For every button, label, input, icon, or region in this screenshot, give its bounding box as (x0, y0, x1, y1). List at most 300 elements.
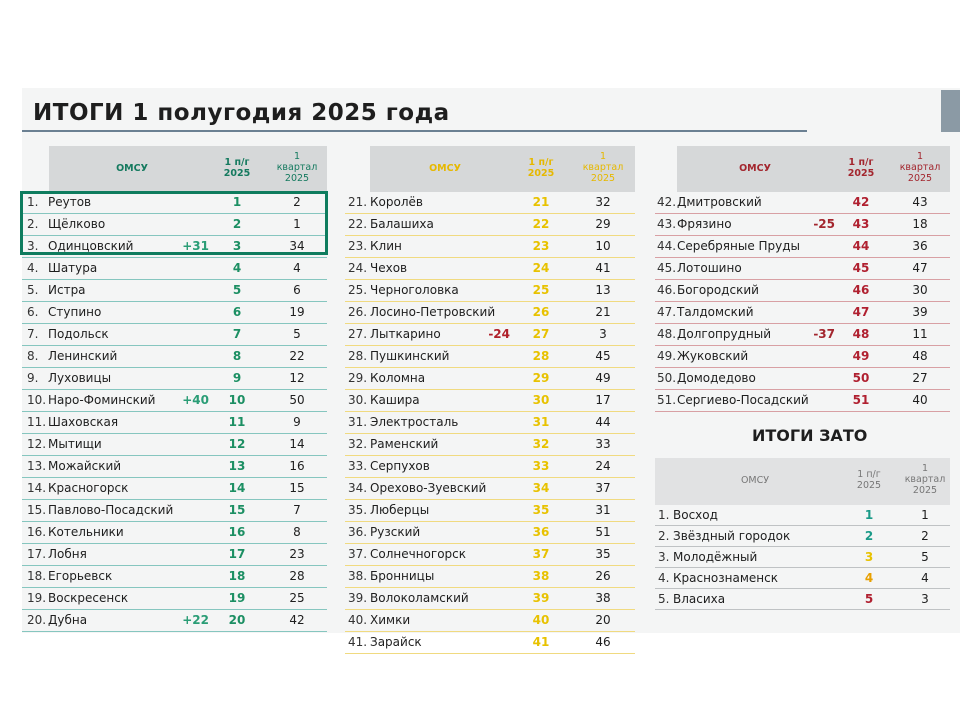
rank-h1-2025: 9 (232, 371, 242, 385)
rank-number: 44. (657, 239, 677, 253)
table-row (655, 280, 950, 302)
rank-h1-2025: 4 (864, 571, 874, 585)
rank-h1-2025: 20 (228, 613, 246, 627)
omsu-name: Раменский (370, 437, 439, 451)
rank-q1-2025: 35 (595, 547, 611, 561)
rank-number: 17. (27, 547, 47, 561)
rank-number: 5. (27, 283, 39, 297)
table-row (655, 214, 950, 236)
rank-h1-2025: 5 (864, 592, 874, 606)
rank-number: 35. (348, 503, 368, 517)
omsu-name: Кашира (370, 393, 420, 407)
omsu-name: Лобня (48, 547, 87, 561)
rank-h1-2025: 48 (852, 327, 870, 341)
omsu-name: Шаховская (48, 415, 119, 429)
rank-number: 3. (658, 550, 670, 564)
rank-h1-2025: 30 (532, 393, 550, 407)
table-row (345, 566, 635, 588)
table-row (345, 214, 635, 236)
rank-h1-2025: 31 (532, 415, 550, 429)
table-row (655, 547, 950, 568)
rank-number: 20. (27, 613, 47, 627)
table-row (345, 346, 635, 368)
table-row (22, 500, 327, 522)
rank-h1-2025: 51 (852, 393, 870, 407)
rank-h1-2025: 1 (232, 195, 242, 209)
rank-number: 28. (348, 349, 368, 363)
top3-highlight-frame (20, 191, 328, 255)
header-q1-2025: 1 квартал 2025 (582, 151, 624, 184)
table-row (345, 412, 635, 434)
rank-q1-2025: 16 (289, 459, 305, 473)
rank-number: 30. (348, 393, 368, 407)
omsu-name: Серпухов (370, 459, 430, 473)
rank-number: 40. (348, 613, 368, 627)
table-row (655, 346, 950, 368)
rank-h1-2025: 33 (532, 459, 550, 473)
omsu-name: Восход (673, 508, 718, 522)
rank-h1-2025: 3 (864, 550, 874, 564)
rank-h1-2025: 38 (532, 569, 550, 583)
ranking-table-42-51 (655, 146, 950, 412)
table-row (345, 280, 635, 302)
omsu-name: Власиха (673, 592, 726, 606)
rank-h1-2025: 23 (532, 239, 550, 253)
table-row (22, 390, 327, 412)
rank-q1-2025: 36 (912, 239, 928, 253)
ranking-table-21-41 (345, 146, 635, 654)
rank-change: +40 (182, 393, 209, 407)
rank-number: 42. (657, 195, 677, 209)
omsu-name: Наро-Фоминский (48, 393, 156, 407)
page-title: ИТОГИ 1 полугодия 2025 года (33, 100, 450, 126)
table-row (22, 324, 327, 346)
omsu-name: Коломна (370, 371, 426, 385)
rank-q1-2025: 47 (912, 261, 928, 275)
rank-q1-2025: 33 (595, 437, 611, 451)
rank-h1-2025: 3 (232, 239, 242, 253)
omsu-name: Мытищи (48, 437, 102, 451)
rank-h1-2025: 2 (864, 529, 874, 543)
rank-number: 41. (348, 635, 368, 649)
omsu-name: Краснознаменск (673, 571, 778, 585)
rank-number: 6. (27, 305, 39, 319)
rank-h1-2025: 10 (228, 393, 246, 407)
omsu-name: Одинцовский (48, 239, 134, 253)
rank-number: 4. (658, 571, 670, 585)
omsu-name: Павлово-Посадский (48, 503, 174, 517)
table-row (22, 434, 327, 456)
omsu-name: Балашиха (370, 217, 434, 231)
header-omsu: ОМСУ (739, 163, 771, 174)
rank-h1-2025: 24 (532, 261, 550, 275)
omsu-name: Подольск (48, 327, 109, 341)
title-underline (22, 130, 807, 132)
table-row (655, 324, 950, 346)
rank-h1-2025: 8 (232, 349, 242, 363)
rank-change: +31 (182, 239, 209, 253)
omsu-name: Лосино-Петровский (370, 305, 496, 319)
omsu-name: Ступино (48, 305, 102, 319)
rank-h1-2025: 27 (532, 327, 550, 341)
rank-h1-2025: 22 (532, 217, 550, 231)
table-row (345, 302, 635, 324)
rank-h1-2025: 18 (228, 569, 246, 583)
rank-q1-2025: 25 (289, 591, 305, 605)
table-row (655, 368, 950, 390)
rank-number: 34. (348, 481, 368, 495)
rank-number: 39. (348, 591, 368, 605)
rank-number: 47. (657, 305, 677, 319)
table-row (22, 280, 327, 302)
table-row (655, 302, 950, 324)
rank-h1-2025: 41 (532, 635, 550, 649)
rank-number: 25. (348, 283, 368, 297)
omsu-name: Солнечногорск (370, 547, 467, 561)
table-row (345, 434, 635, 456)
rank-q1-2025: 6 (293, 283, 301, 297)
rank-h1-2025: 29 (532, 371, 550, 385)
table-row (655, 505, 950, 526)
rank-h1-2025: 26 (532, 305, 550, 319)
table-header (655, 458, 950, 505)
rank-q1-2025: 48 (912, 349, 928, 363)
omsu-name: Реутов (48, 195, 92, 209)
rank-h1-2025: 39 (532, 591, 550, 605)
table-row (655, 568, 950, 589)
rank-number: 10. (27, 393, 47, 407)
rank-number: 46. (657, 283, 677, 297)
rank-q1-2025: 14 (289, 437, 305, 451)
rank-number: 50. (657, 371, 677, 385)
omsu-name: Фрязино (677, 217, 732, 231)
zato-title: ИТОГИ ЗАТО (752, 426, 868, 445)
table-row (22, 412, 327, 434)
header-h1-2025: 1 п/г 2025 (847, 157, 875, 179)
rank-h1-2025: 4 (232, 261, 242, 275)
rank-number: 13. (27, 459, 47, 473)
rank-q1-2025: 29 (595, 217, 611, 231)
omsu-name: Орехово-Зуевский (370, 481, 487, 495)
table-row (22, 456, 327, 478)
rank-q1-2025: 8 (293, 525, 301, 539)
omsu-name: Черноголовка (370, 283, 459, 297)
rank-h1-2025: 32 (532, 437, 550, 451)
rank-q1-2025: 5 (293, 327, 301, 341)
table-header (655, 146, 950, 192)
rank-h1-2025: 45 (852, 261, 870, 275)
rank-q1-2025: 34 (289, 239, 305, 253)
rank-number: 26. (348, 305, 368, 319)
omsu-name: Воскресенск (48, 591, 129, 605)
rank-q1-2025: 1 (921, 508, 929, 522)
table-row (655, 390, 950, 412)
rank-q1-2025: 12 (289, 371, 305, 385)
omsu-name: Химки (370, 613, 411, 627)
header-h1-2025: 1 п/г 2025 (856, 469, 882, 491)
rank-h1-2025: 28 (532, 349, 550, 363)
rank-number: 15. (27, 503, 47, 517)
rank-q1-2025: 18 (912, 217, 928, 231)
rank-q1-2025: 3 (921, 592, 929, 606)
rank-number: 1. (658, 508, 670, 522)
rank-h1-2025: 7 (232, 327, 242, 341)
table-row (345, 544, 635, 566)
table-row (22, 522, 327, 544)
rank-q1-2025: 45 (595, 349, 611, 363)
rank-number: 2. (27, 217, 39, 231)
rank-change: -25 (813, 217, 835, 231)
rank-q1-2025: 2 (293, 195, 301, 209)
omsu-name: Щёлково (48, 217, 106, 231)
table-row (345, 522, 635, 544)
rank-q1-2025: 30 (912, 283, 928, 297)
rank-q1-2025: 4 (921, 571, 929, 585)
table-row (345, 588, 635, 610)
rank-q1-2025: 46 (595, 635, 611, 649)
rank-number: 45. (657, 261, 677, 275)
omsu-name: Луховицы (48, 371, 112, 385)
omsu-name: Зарайск (370, 635, 422, 649)
header-omsu: ОМСУ (429, 163, 461, 174)
rank-q1-2025: 49 (595, 371, 611, 385)
rank-number: 18. (27, 569, 47, 583)
rank-number: 49. (657, 349, 677, 363)
rank-number: 11. (27, 415, 47, 429)
rank-q1-2025: 19 (289, 305, 305, 319)
table-row (22, 566, 327, 588)
rank-q1-2025: 50 (289, 393, 305, 407)
omsu-name: Люберцы (370, 503, 430, 517)
header-h1-2025: 1 п/г 2025 (223, 157, 251, 179)
table-row (345, 390, 635, 412)
rank-number: 37. (348, 547, 368, 561)
rank-q1-2025: 21 (595, 305, 611, 319)
rank-number: 3. (27, 239, 39, 253)
omsu-name: Бронницы (370, 569, 435, 583)
table-row (345, 324, 635, 346)
rank-q1-2025: 7 (293, 503, 301, 517)
omsu-name: Серебряные Пруды (677, 239, 801, 253)
table-row (345, 192, 635, 214)
omsu-name: Дмитровский (677, 195, 762, 209)
omsu-name: Рузский (370, 525, 421, 539)
rank-q1-2025: 2 (921, 529, 929, 543)
rank-q1-2025: 22 (289, 349, 305, 363)
rank-number: 29. (348, 371, 368, 385)
omsu-name: Егорьевск (48, 569, 113, 583)
rank-h1-2025: 34 (532, 481, 550, 495)
omsu-name: Шатура (48, 261, 98, 275)
table-row (22, 544, 327, 566)
rank-h1-2025: 36 (532, 525, 550, 539)
omsu-name: Истра (48, 283, 86, 297)
omsu-name: Богородский (677, 283, 759, 297)
rank-number: 14. (27, 481, 47, 495)
zato-table (655, 458, 950, 610)
table-rows (345, 192, 635, 654)
table-row (22, 610, 327, 632)
table-row (345, 456, 635, 478)
table-row (22, 346, 327, 368)
omsu-name: Пушкинский (370, 349, 450, 363)
rank-q1-2025: 39 (912, 305, 928, 319)
rank-q1-2025: 3 (599, 327, 607, 341)
table-row (345, 478, 635, 500)
rank-h1-2025: 35 (532, 503, 550, 517)
rank-q1-2025: 26 (595, 569, 611, 583)
rank-number: 33. (348, 459, 368, 473)
rank-q1-2025: 15 (289, 481, 305, 495)
rank-q1-2025: 10 (595, 239, 611, 253)
decorative-edge-bar (941, 90, 960, 132)
rank-number: 7. (27, 327, 39, 341)
omsu-name: Лыткарино (370, 327, 441, 341)
rank-q1-2025: 42 (289, 613, 305, 627)
rank-h1-2025: 19 (228, 591, 246, 605)
rank-number: 21. (348, 195, 368, 209)
rank-number: 31. (348, 415, 368, 429)
omsu-name: Можайский (48, 459, 122, 473)
omsu-name: Лотошино (677, 261, 742, 275)
table-row (655, 236, 950, 258)
omsu-name: Дубна (48, 613, 88, 627)
rank-number: 16. (27, 525, 47, 539)
omsu-name: Красногорск (48, 481, 129, 495)
rank-h1-2025: 2 (232, 217, 242, 231)
rank-h1-2025: 47 (852, 305, 870, 319)
rank-number: 4. (27, 261, 39, 275)
rank-h1-2025: 16 (228, 525, 246, 539)
table-row (655, 192, 950, 214)
rank-number: 5. (658, 592, 670, 606)
rank-h1-2025: 1 (864, 508, 874, 522)
omsu-name: Домодедово (677, 371, 756, 385)
rank-number: 36. (348, 525, 368, 539)
rank-number: 19. (27, 591, 47, 605)
rank-number: 2. (658, 529, 670, 543)
rank-q1-2025: 23 (289, 547, 305, 561)
table-row (345, 236, 635, 258)
table-rows (655, 505, 950, 610)
rank-q1-2025: 37 (595, 481, 611, 495)
rank-h1-2025: 12 (228, 437, 246, 451)
rank-number: 48. (657, 327, 677, 341)
rank-h1-2025: 46 (852, 283, 870, 297)
rank-q1-2025: 31 (595, 503, 611, 517)
omsu-name: Котельники (48, 525, 124, 539)
rank-number: 24. (348, 261, 368, 275)
rank-q1-2025: 24 (595, 459, 611, 473)
rank-number: 1. (27, 195, 39, 209)
rank-h1-2025: 42 (852, 195, 870, 209)
rank-number: 23. (348, 239, 368, 253)
rank-q1-2025: 51 (595, 525, 611, 539)
omsu-name: Долгопрудный (677, 327, 772, 341)
table-row (22, 478, 327, 500)
rank-q1-2025: 28 (289, 569, 305, 583)
table-row (22, 368, 327, 390)
header-q1-2025: 1 квартал 2025 (904, 463, 946, 496)
rank-q1-2025: 41 (595, 261, 611, 275)
rank-h1-2025: 14 (228, 481, 246, 495)
rank-q1-2025: 11 (912, 327, 928, 341)
table-row (22, 302, 327, 324)
rank-q1-2025: 40 (912, 393, 928, 407)
table-row (22, 258, 327, 280)
table-rows (22, 192, 327, 632)
rank-q1-2025: 4 (293, 261, 301, 275)
rank-h1-2025: 50 (852, 371, 870, 385)
rank-h1-2025: 25 (532, 283, 550, 297)
rank-number: 9. (27, 371, 39, 385)
rank-q1-2025: 20 (595, 613, 611, 627)
omsu-name: Волоколамский (370, 591, 469, 605)
rank-q1-2025: 43 (912, 195, 928, 209)
rank-number: 32. (348, 437, 368, 451)
rank-change: -24 (488, 327, 510, 341)
omsu-name: Жуковский (677, 349, 749, 363)
rank-h1-2025: 17 (228, 547, 246, 561)
rank-q1-2025: 38 (595, 591, 611, 605)
rank-number: 43. (657, 217, 677, 231)
table-row (655, 589, 950, 610)
rank-number: 27. (348, 327, 368, 341)
omsu-name: Сергиево-Посадский (677, 393, 809, 407)
omsu-name: Ленинский (48, 349, 118, 363)
table-row (655, 526, 950, 547)
rank-number: 22. (348, 217, 368, 231)
rank-number: 38. (348, 569, 368, 583)
rank-h1-2025: 44 (852, 239, 870, 253)
rank-q1-2025: 17 (595, 393, 611, 407)
omsu-name: Молодёжный (673, 550, 758, 564)
rank-h1-2025: 43 (852, 217, 870, 231)
table-row (345, 632, 635, 654)
omsu-name: Клин (370, 239, 402, 253)
omsu-name: Талдомский (677, 305, 754, 319)
table-header (22, 146, 327, 192)
rank-h1-2025: 21 (532, 195, 550, 209)
header-q1-2025: 1 квартал 2025 (899, 151, 941, 184)
table-row (345, 500, 635, 522)
rank-h1-2025: 15 (228, 503, 246, 517)
rank-h1-2025: 13 (228, 459, 246, 473)
header-omsu: ОМСУ (740, 475, 770, 486)
omsu-name: Звёздный городок (673, 529, 791, 543)
table-row (345, 368, 635, 390)
rank-q1-2025: 32 (595, 195, 611, 209)
rank-number: 12. (27, 437, 47, 451)
omsu-name: Электросталь (370, 415, 459, 429)
header-h1-2025: 1 п/г 2025 (527, 157, 555, 179)
rank-q1-2025: 27 (912, 371, 928, 385)
table-row (345, 610, 635, 632)
header-omsu: ОМСУ (116, 163, 148, 174)
rank-h1-2025: 49 (852, 349, 870, 363)
omsu-name: Королёв (370, 195, 423, 209)
table-row (655, 258, 950, 280)
table-rows (655, 192, 950, 412)
table-row (345, 258, 635, 280)
rank-number: 8. (27, 349, 39, 363)
rank-h1-2025: 11 (228, 415, 246, 429)
header-q1-2025: 1 квартал 2025 (276, 151, 318, 184)
rank-change: -37 (813, 327, 835, 341)
table-row (22, 588, 327, 610)
rank-number: 51. (657, 393, 677, 407)
table-header (345, 146, 635, 192)
